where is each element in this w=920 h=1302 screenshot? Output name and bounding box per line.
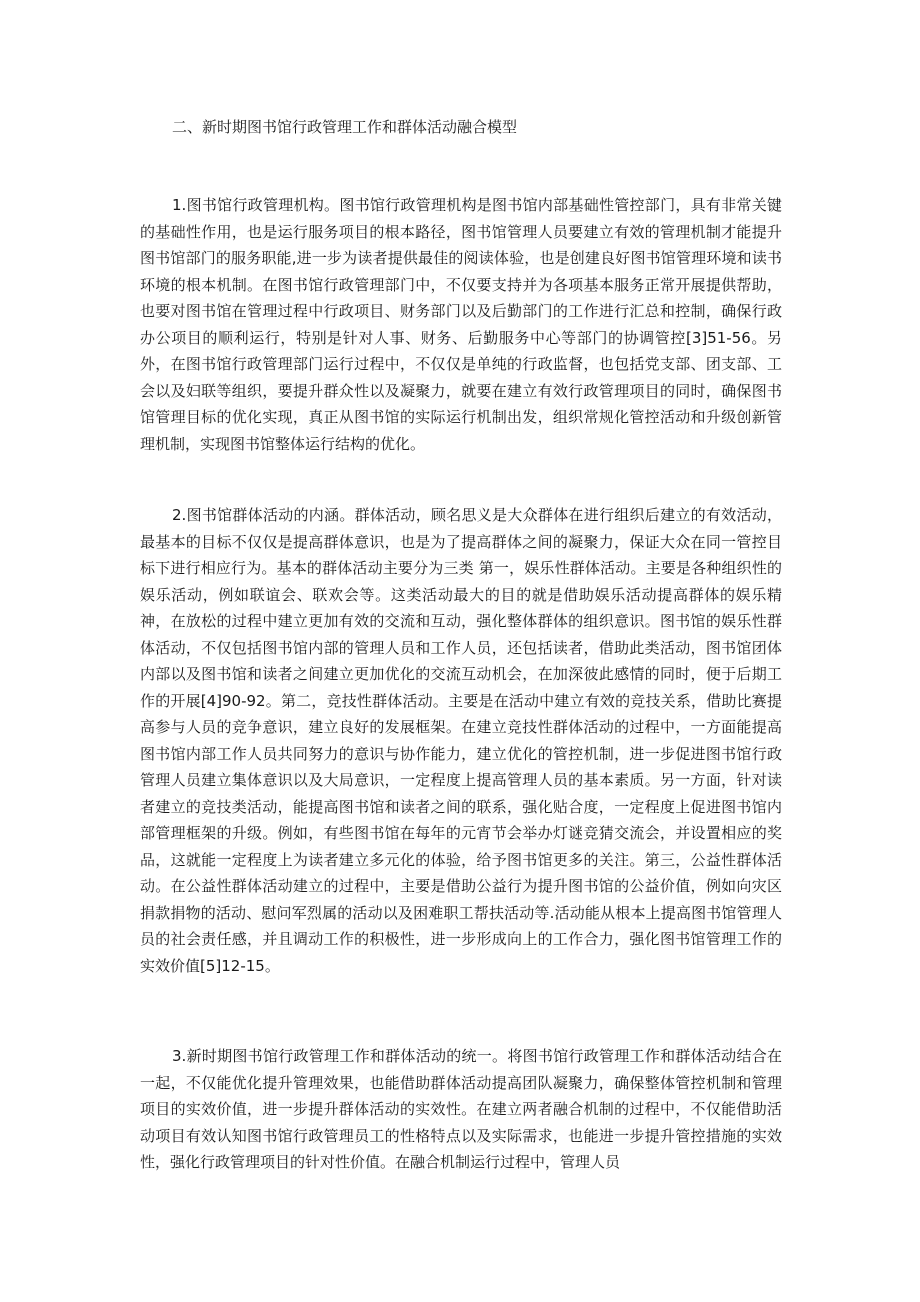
paragraph-admin-activity-unity: 3.新时期图书馆行政管理工作和群体活动的统一。将图书馆行政管理工作和群体活动结合在一起，不仅能优化提升管理效果，也能借助群体活动提高团队凝聚力，确保整体管控机制和管理项目的实效价值，进一步提升群体活动的实效性。在建立两者融合机制的过程中，不仅能借助活动项目有效认知图书馆行政管理员工的性格特点以及实际需求，也能进一步提升管控措施的实效性，强化行政管理项目的针对性价值。在融合机制运行过程中，管理人员 <box>140 1047 782 1171</box>
paragraph-group-activity-meaning: 2.图书馆群体活动的内涵。群体活动，顾名思义是大众群体在进行组织后建立的有效活动，最基本的目标不仅仅是提高群体意识，也是为了提高群体之间的凝聚力，保证大众在同一管控目标下进行相应行为。基本的群体活动主要分为三类 第一，娱乐性群体活动。主要是各种组织性的娱乐活动，例如联谊会、联欢会等。这类活动最大的目的就是借助娱乐活动提高群体的娱乐精神，在放松的过程中建立更加有效的交流和互动，强化整体群体的组织意识。图书馆的娱乐性群体活动，不仅包括图书馆内部的管理人员和工作人员，还包括读者，借助此类活动，图书馆团体内部以及图书馆和读者之间建立更加优化的交流互动机会，在加深彼此感情的同时，便于后期工作的开展[4]90-92。第二，竞技性群体活动。主要是在活动中建立有效的竞技关系，借助比赛提高参与人员的竞争意识，建立良好的发展框架。在建立竞技性群体活动的过程中，一方面能提高图书馆内部工作人员共同努力的意识与协作能力，建立优化的管控机制，进一步促进图书馆行政管理人员建立集体意识以及大局意识，一定程度上提高管理人员的基本素质。另一方面，针对读者建立的竞技类活动，能提高图书馆和读者之间的联系，强化贴合度，一定程度上促进图书馆内部管理框架的升级。例如，有些图书馆在每年的元宵节会举办灯谜竞猜交流会，并设置相应的奖品，这就能一定程度上为读者建立多元化的体验，给予图书馆更多的关注。第三，公益性群体活动。在公益性群体活动建立的过程中，主要是借助公益行为提升图书馆的公益价值，例如向灾区捐款捐物的活动、慰问军烈属的活动以及困难职工帮扶活动等.活动能从根本上提高图书馆管理人员的社会责任感，并且调动工作的积极性，进一步形成向上的工作合力，强化图书馆管理工作的实效价值[5]12-15。 <box>140 506 782 975</box>
paragraph-library-admin-structure: 1.图书馆行政管理机构。图书馆行政管理机构是图书馆内部基础性管控部门，具有非常关键的基础性作用，也是运行服务项目的根本路径，图书馆管理人员要建立有效的管理机制才能提升图书馆部门的服务职能,进一步为读者提供最佳的阅读体验，也是创建良好图书馆管理环境和读书环境的根本机制。在图书馆行政管理部门中，不仅要支持并为各项基本服务正常开展提供帮助，也要对图书馆在管理过程中行政项目、财务部门以及后勤部门的工作进行汇总和控制，确保行政办公项目的顺利运行，特别是针对人事、财务、后勤服务中心等部门的协调管控[3]51-56。另外，在图书馆行政管理部门运行过程中，不仅仅是单纯的行政监督，也包括党支部、团支部、工会以及妇联等组织，要提升群众性以及凝聚力，就要在建立有效行政管理项目的同时，确保图书馆管理目标的优化实现，真正从图书馆的实际运行机制出发，组织常规化管控活动和升级创新管理机制，实现图书馆整体运行结构的优化。 <box>140 196 782 453</box>
section-heading: 二、新时期图书馆行政管理工作和群体活动融合模型 <box>172 118 518 136</box>
